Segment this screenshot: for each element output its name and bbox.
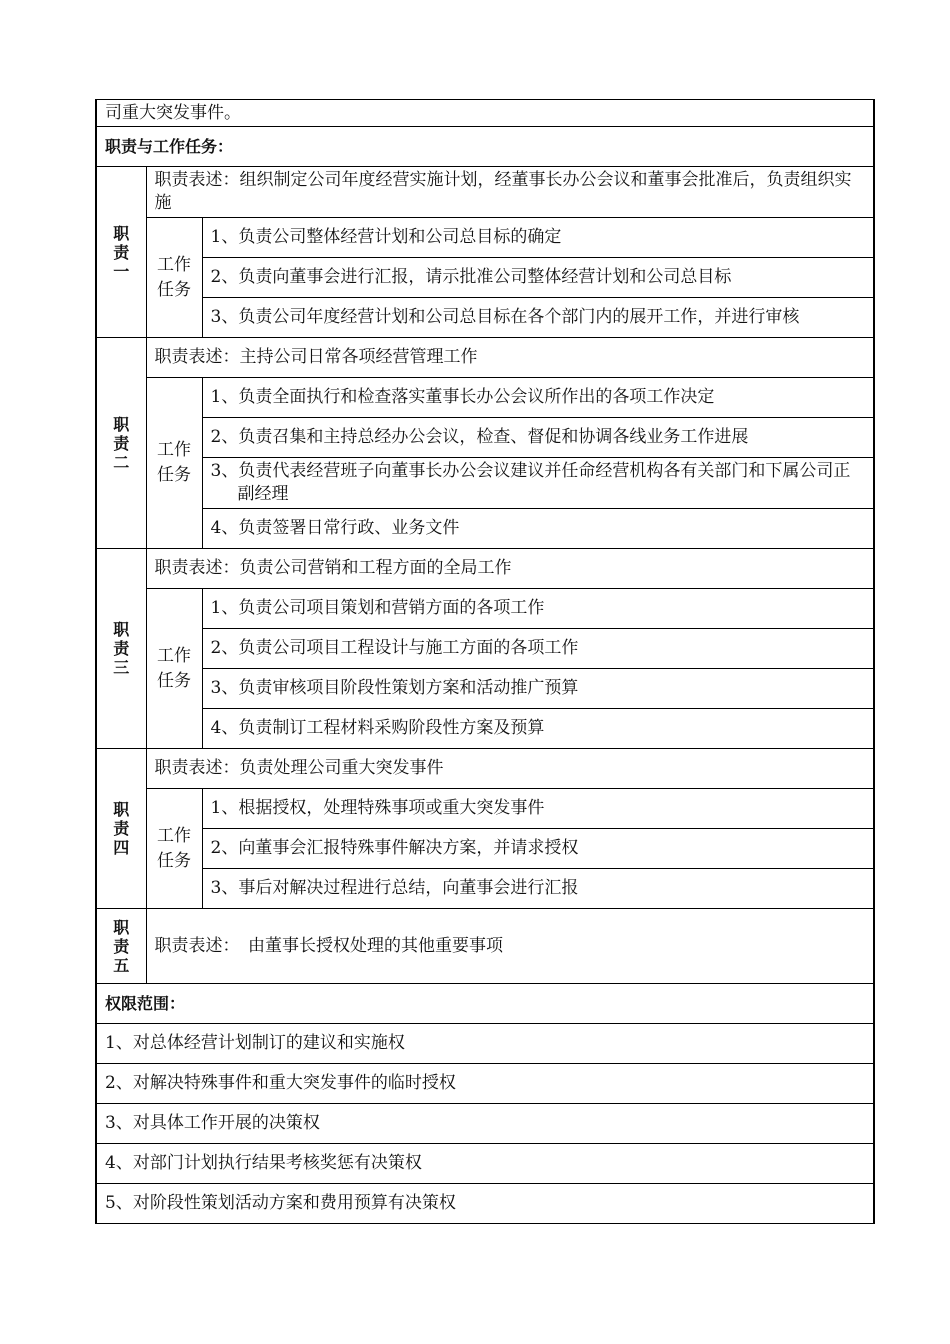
duty-label-char: 四	[113, 838, 130, 857]
duty-3-task-row	[96, 629, 874, 669]
task-text: 2、负责向董事会进行汇报，请示批准公司整体经营计划和公司总目标	[210, 267, 732, 287]
task-text: 2、向董事会汇报特殊事件解决方案，并请求授权	[210, 838, 579, 858]
duty-4-description-row	[96, 749, 874, 789]
duty-3-description	[146, 549, 874, 589]
task-label-text: 工作	[157, 440, 191, 460]
task-text: 1、负责公司整体经营计划和公司总目标的确定	[210, 227, 562, 247]
duty-5-description	[146, 909, 874, 984]
duties-header-text: 职责与工作任务：	[105, 137, 234, 156]
task-text: 3、负责公司年度经营计划和公司总目标在各个部门内的展开工作，并进行审核	[210, 307, 800, 327]
duty-description-text: 由董事长授权处理的其他重要事项	[231, 935, 503, 956]
duty-3-task-3	[202, 669, 874, 709]
authority-item-5-text: 5、对阶段性策划活动方案和费用预算有决策权	[105, 1193, 456, 1213]
duty-1-task-1	[202, 218, 874, 258]
task-label-text: 工作	[157, 825, 191, 846]
authority-header	[96, 984, 874, 1024]
task-label-text: 任务	[157, 279, 191, 300]
duty-description-text: 负责公司营销和工程方面的全局工作	[239, 558, 512, 578]
duty-2-task-1	[202, 378, 874, 418]
duty-1-label	[96, 167, 146, 338]
duty-3-task-2	[202, 629, 874, 669]
duty-1-task-row	[96, 218, 874, 258]
authority-item-3-text: 3、对具体工作开展的决策权	[105, 1113, 320, 1133]
duty-4-task-2	[202, 829, 874, 869]
task-text: 1、根据授权，处理特殊事项或重大突发事件	[210, 798, 545, 818]
duty-4-task-label	[146, 789, 202, 909]
duty-3-label	[96, 549, 146, 749]
duty-label-char: 职	[113, 800, 130, 819]
authority-item-4-text: 4、对部门计划执行结果考核奖惩有决策权	[105, 1153, 422, 1173]
task-text: 3、负责代表经营班子向董事长办公会议建议并任命经营机构各有关部门和下属公司正副经理	[210, 461, 851, 504]
duty-description-prefix: 职责表述：	[154, 558, 240, 578]
duty-2-task-3	[202, 458, 874, 509]
authority-item-2-row	[96, 1064, 874, 1104]
authority-item-4-row	[96, 1144, 874, 1184]
duty-description-prefix: 职责表述：	[154, 170, 240, 190]
duty-description-prefix: 职责表述：	[154, 347, 240, 367]
task-text: 4、负责签署日常行政、业务文件	[210, 518, 460, 538]
task-text: 3、负责审核项目阶段性策划方案和活动推广预算	[210, 678, 579, 698]
duty-3-description-row	[96, 549, 874, 589]
continuation-text-text: 司重大突发事件。	[105, 102, 241, 123]
authority-item-5-row	[96, 1184, 874, 1224]
duty-3-task-4	[202, 709, 874, 749]
duty-4-task-3	[202, 869, 874, 909]
duty-5-label	[96, 909, 146, 984]
duty-1-description-row	[96, 167, 874, 218]
duty-1-task-row	[96, 298, 874, 338]
duty-2-label	[96, 338, 146, 549]
duty-label-char: 三	[113, 658, 130, 677]
duty-label-char: 责	[113, 819, 130, 838]
duty-2-task-row	[96, 378, 874, 418]
duty-2-task-label	[146, 378, 202, 549]
duty-3-task-row	[96, 709, 874, 749]
task-label-text: 任务	[157, 465, 191, 485]
duty-label-char: 职	[113, 620, 130, 639]
authority-item-1-text: 1、对总体经营计划制订的建议和实施权	[105, 1033, 405, 1053]
duty-1-task-row	[96, 258, 874, 298]
authority-item-4	[96, 1144, 874, 1184]
duty-description-prefix: 职责表述：	[154, 758, 240, 778]
authority-item-2	[96, 1064, 874, 1104]
duty-2-task-row	[96, 509, 874, 549]
task-text: 3、事后对解决过程进行总结，向董事会进行汇报	[210, 878, 579, 898]
duty-4-task-row	[96, 789, 874, 829]
duty-description-text: 负责处理公司重大突发事件	[239, 758, 444, 778]
duty-label-char: 责	[113, 639, 130, 658]
task-label-text: 任务	[157, 670, 191, 691]
duty-1-task-3	[202, 298, 874, 338]
job-description-document	[95, 99, 875, 1224]
duty-label-char: 职	[113, 414, 130, 434]
task-text: 4、负责制订工程材料采购阶段性方案及预算	[210, 718, 545, 738]
duty-label-char: 责	[113, 242, 130, 262]
duty-4-task-row	[96, 869, 874, 909]
task-text: 2、负责召集和主持总经办公会议，检查、督促和协调各线业务工作进展	[210, 427, 749, 447]
duty-1-task-2	[202, 258, 874, 298]
duty-4-task-1	[202, 789, 874, 829]
authority-item-5	[96, 1184, 874, 1224]
duties-header	[96, 127, 874, 167]
duty-description-text: 主持公司日常各项经营管理工作	[239, 347, 478, 367]
duty-3-task-row	[96, 589, 874, 629]
duties-table	[95, 99, 875, 1224]
duty-2-description	[146, 338, 874, 378]
task-label-text: 任务	[157, 850, 191, 871]
duty-2-description-row	[96, 338, 874, 378]
task-text: 1、负责全面执行和检查落实董事长办公会议所作出的各项工作决定	[210, 387, 715, 407]
duty-3-task-row	[96, 669, 874, 709]
duty-4-label	[96, 749, 146, 909]
duty-description-prefix: 职责表述：	[154, 935, 231, 956]
duty-3-task-1	[202, 589, 874, 629]
authority-header-row	[96, 984, 874, 1024]
task-text: 2、负责公司项目工程设计与施工方面的各项工作	[210, 638, 579, 658]
duty-description-text: 组织制定公司年度经营实施计划，经董事长办公会议和董事会批准后，负责组织实施	[154, 170, 852, 213]
duty-label-char: 职	[113, 223, 130, 243]
duty-5-description-row	[96, 909, 874, 984]
duty-label-char: 二	[113, 452, 130, 472]
duty-2-task-row	[96, 458, 874, 509]
authority-item-3	[96, 1104, 874, 1144]
continuation-text	[96, 100, 874, 127]
duty-4-task-row	[96, 829, 874, 869]
duty-label-char: 责	[113, 433, 130, 453]
authority-item-3-row	[96, 1104, 874, 1144]
task-label-text: 工作	[157, 645, 191, 666]
authority-item-1-row	[96, 1024, 874, 1064]
duty-2-task-4	[202, 509, 874, 549]
duty-label-char: 职	[113, 917, 130, 937]
authority-item-1	[96, 1024, 874, 1064]
duty-label-char: 责	[113, 936, 130, 956]
duties-header-row	[96, 127, 874, 167]
duty-2-task-2	[202, 418, 874, 458]
duty-3-task-label	[146, 589, 202, 749]
duty-label-char: 五	[113, 955, 130, 975]
duty-1-task-label	[146, 218, 202, 338]
task-label-text: 工作	[157, 254, 191, 275]
duty-2-task-row	[96, 418, 874, 458]
duty-label-char: 一	[113, 261, 130, 281]
duties-table-body	[96, 100, 874, 1224]
duty-1-description	[146, 167, 874, 218]
authority-header-text: 权限范围：	[105, 994, 186, 1013]
duty-4-description	[146, 749, 874, 789]
task-text: 1、负责公司项目策划和营销方面的各项工作	[210, 598, 545, 618]
authority-item-2-text: 2、对解决特殊事件和重大突发事件的临时授权	[105, 1073, 456, 1093]
continuation-text-row	[96, 100, 874, 127]
